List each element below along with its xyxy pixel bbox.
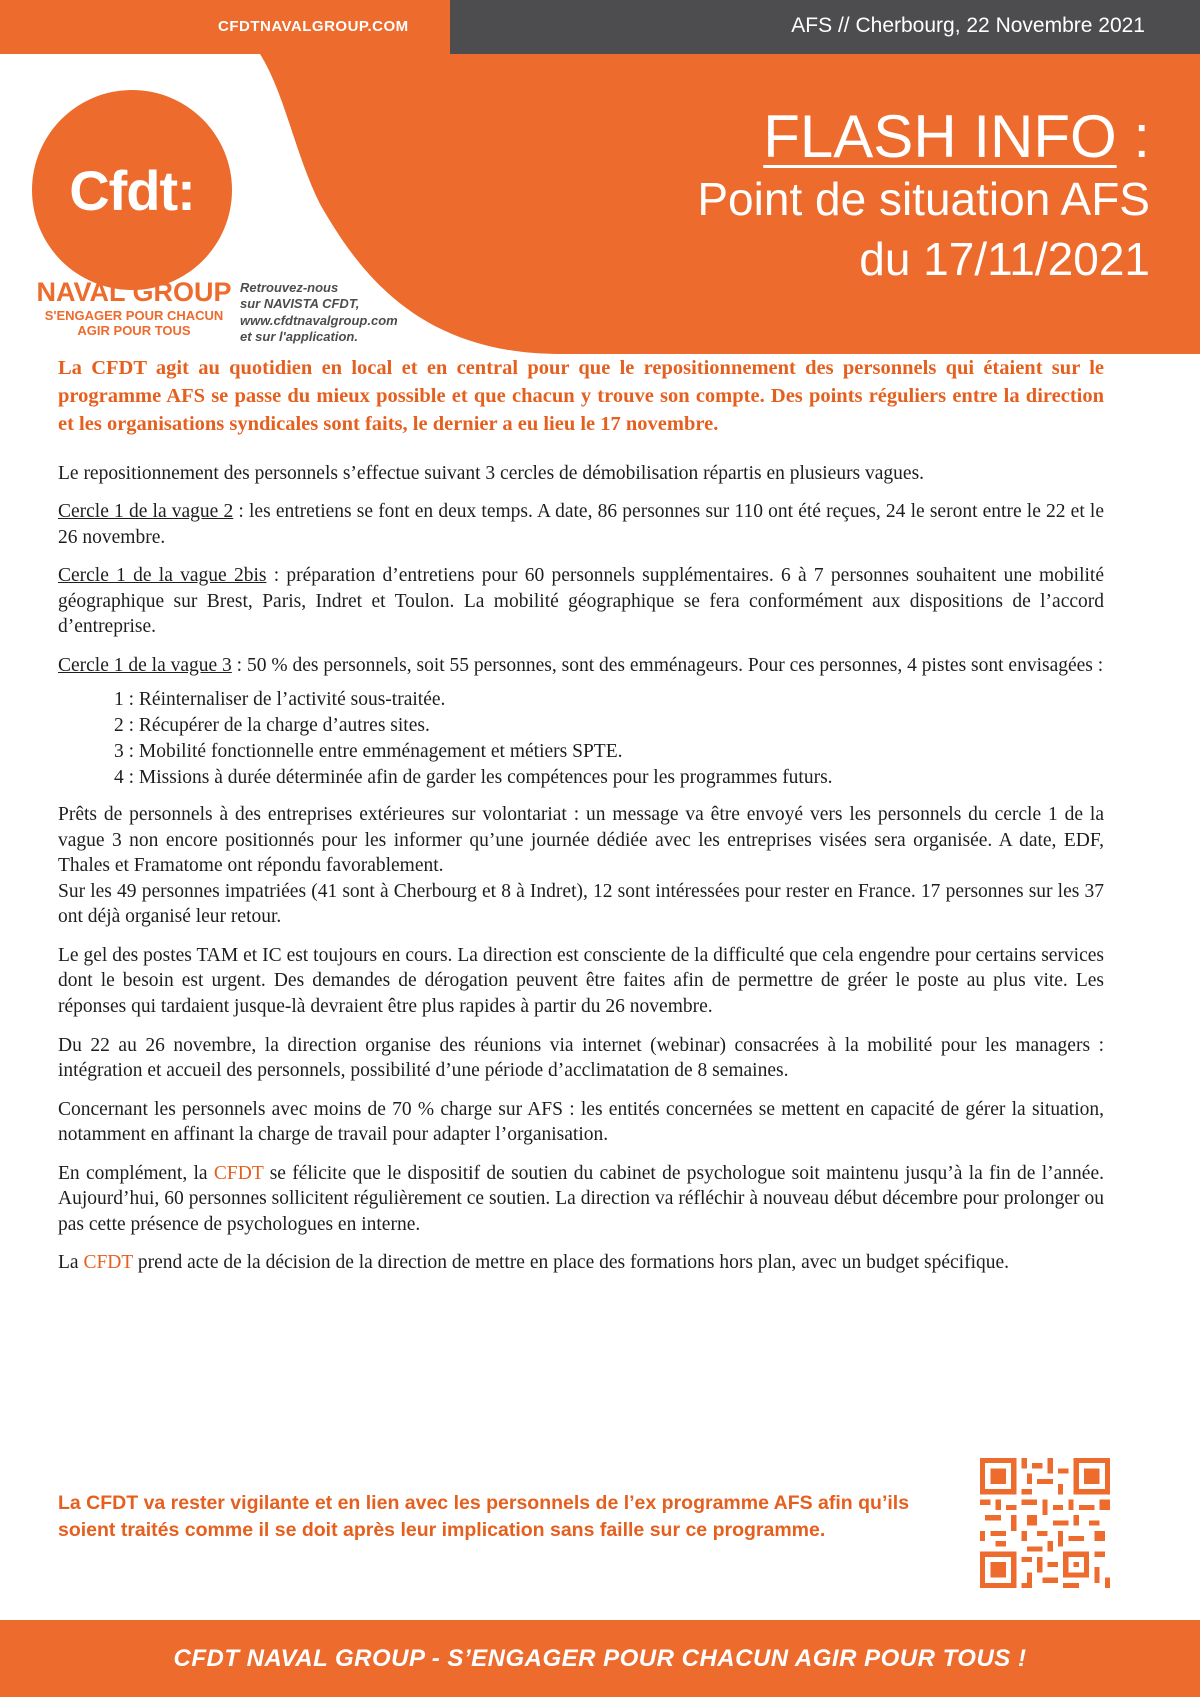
find-us-text — [240, 280, 398, 345]
footer-banner — [0, 1620, 1200, 1697]
list-item: 2 : Récupérer de la charge d’autres sites. — [114, 715, 430, 737]
form-text-a: La — [58, 1252, 84, 1274]
impatries-text: Sur les 49 personnes impatriées (41 sont à Cherbourg et 8 à Indret), 12 sont intéressées pour rester en France. 17 personnes sur les 37 ont déjà organisé leur retour. — [58, 880, 1104, 928]
intro-paragraph: La CFDT agit au quotidien en local et en central pour que le repositionnement des personnels qui étaient sur le programme AFS se passe du mieux possible et que chacun y trouve son compte. Des points réguliers entre la direction et les organisations syndicales sont faits, le dernier a eu lieu le 17 novembre. — [58, 357, 1104, 435]
logo-tagline-1: S'ENGAGER POUR CHACUN — [44, 308, 224, 324]
dateline: AFS // Cherbourg, 22 Novembre 2021 — [791, 14, 1145, 37]
logo-subtitle — [34, 278, 234, 338]
logo-tagline-2: AGIR POUR TOUS — [77, 322, 191, 338]
cercle-label: Cercle 1 de la vague 3 — [58, 654, 232, 676]
cfdt-logo — [32, 90, 232, 290]
psy-text-a: En complément, la — [58, 1162, 214, 1184]
pistes-list — [114, 687, 1104, 790]
cercle-text: : 50 % des personnels, soit 55 personnes, sont des emménageurs. Pour ces personnes, 4 pistes sont envisagées : — [231, 654, 1104, 676]
find-us-link[interactable]: www.cfdtnavalgroup.com — [240, 312, 398, 328]
site-url[interactable]: CFDTNAVALGROUP.COM — [218, 18, 409, 35]
paragraph-prets — [58, 802, 1104, 879]
paragraph-psychologue — [58, 1161, 1104, 1238]
conclusion-paragraph: La CFDT va rester vigilante et en lien avec les personnels de l’ex programme AFS afin qu’ils soient traités comme il se doit après leur implication sans faille sur ce programme. — [58, 1492, 910, 1541]
cercle-label: Cercle 1 de la vague 2 — [58, 501, 234, 523]
page-title — [697, 104, 1150, 290]
form-text-b: prend acte de la décision de la direction de mettre en place des formations hors plan, avec un budget spécifique. — [132, 1252, 1010, 1274]
list-item: 1 : Réinternaliser de l’activité sous-traitée. — [114, 689, 446, 711]
logo-naval-group: NAVAL GROUP — [36, 277, 232, 307]
paragraph-cercle-vague-3 — [58, 653, 1104, 679]
cfdt-highlight: CFDT — [83, 1252, 133, 1274]
title-date: du 17/11/2021 — [859, 232, 1150, 285]
paragraph-formations — [58, 1250, 1104, 1276]
find-us-line: et sur l'application. — [240, 328, 358, 344]
paragraph-gel-postes: Le gel des postes TAM et IC est toujours en cours. La direction est consciente de la difficulté que cela engendre pour certains services dont le besoin est urgent. Des demandes de dérogation peuvent être faites afin de permettre de gréer le poste au plus vite. Les réponses qui tardaient jusque-là devraient être plus rapides à partir du 26 novembre. — [58, 944, 1104, 1017]
paragraph-cercle-vague-2bis — [58, 563, 1104, 640]
qr-code[interactable] — [980, 1458, 1110, 1588]
paragraph-cercle-vague-2 — [58, 499, 1104, 550]
prets-text: Prêts de personnels à des entreprises extérieures sur volontariat : un message va être envoyé vers les personnels du cercle 1 de la vague 3 non encore positionnés pour les informer qu’une journée dédiée avec les entreprises visées sera organisée. A date, EDF, Thales et Framatome ont répondu favorablement. — [58, 804, 1104, 877]
find-us-line: sur NAVISTA CFDT, — [240, 296, 360, 312]
paragraph-impatries — [58, 879, 1104, 930]
list-item: 3 : Mobilité fonctionnelle entre emménagement et métiers SPTE. — [114, 740, 623, 762]
psy-text-b: se félicite que le dispositif de soutien du cabinet de psychologue soit maintenu jusqu’à la fin de l’année. Aujourd’hui, 60 personnes sollicitent régulièrement ce soutien. La direction va réfléchir à nouveau début décembre pour prolonger ou pas cette présence de psychologues en interne. — [58, 1162, 1104, 1235]
footer-slogan: CFDT NAVAL GROUP - S’ENGAGER POUR CHACUN AGIR POUR TOUS ! — [173, 1644, 1027, 1672]
title-colon: : — [1116, 103, 1150, 170]
title-flash-info: FLASH INFO — [763, 103, 1117, 170]
cfdt-highlight: CFDT — [213, 1162, 264, 1184]
cercle-text: : préparation d’entretiens pour 60 personnels supplémentaires. 6 à 7 personnes souhaitent une mobilité géographique sur Brest, Paris, Indret et Toulon. La mobilité géographique se fera conformément aux dispositions de l’accord d’entreprise. — [58, 565, 1104, 638]
logo-text: Cfdt: — [69, 158, 195, 222]
cercle-text: : les entretiens se font en deux temps. A date, 86 personnes sur 110 ont été reçues, 24 le seront entre le 22 et le 26 novembre. — [58, 501, 1104, 548]
title-subtitle: Point de situation AFS — [697, 173, 1150, 225]
paragraph-webinar: Du 22 au 26 novembre, la direction organise des réunions via internet (webinar) consacrées à la mobilité pour les managers : intégration et accueil des personnels, possibilité d’une période d’acclimatation de 8 semaines. — [58, 1034, 1104, 1082]
list-item: 4 : Missions à durée déterminée afin de garder les compétences pour les programmes futurs. — [114, 766, 833, 788]
find-us-line: Retrouvez-nous — [240, 280, 339, 295]
paragraph-charge: Concernant les personnels avec moins de 70 % charge sur AFS : les entités concernées se mettent en capacité de gérer la situation, notamment en affinant la charge de travail pour adapter l’organisation. — [58, 1098, 1104, 1146]
article-body — [58, 355, 1104, 1289]
cercle-label: Cercle 1 de la vague 2bis — [58, 565, 267, 587]
paragraph: Le repositionnement des personnels s’effectue suivant 3 cercles de démobilisation répartis en plusieurs vagues. — [58, 462, 925, 484]
